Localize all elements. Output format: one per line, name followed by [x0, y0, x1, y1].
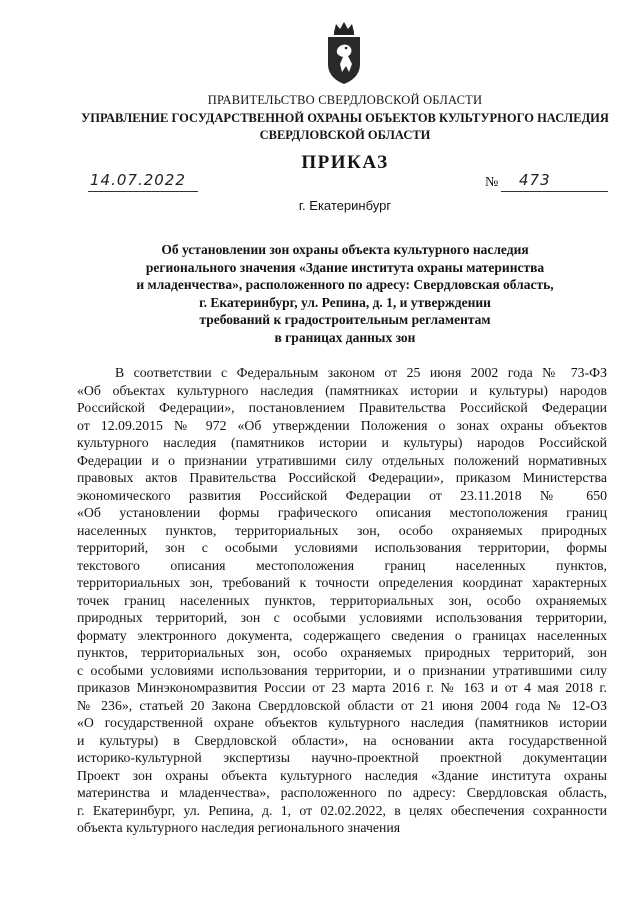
body-line: «О государственной охране объектов культурного наследия (памятников истории: [77, 715, 607, 730]
subject-line: и младенчества», расположенного по адресу: Свердловская область,: [136, 277, 554, 292]
subject-line: г. Екатеринбург, ул. Репина, д. 1, и утверждении: [199, 294, 491, 310]
handwritten-date: 14.07.2022: [90, 171, 186, 189]
body-line: с особыми условиями использования территории, и о признании утратившими силу: [77, 662, 607, 678]
body-line: «Об объектах культурного наследия (памятниках истории и культуры) народов: [77, 382, 607, 398]
document-type-title: ПРИКАЗ: [301, 152, 389, 173]
body-line: от 12.09.2015 № 972 «Об утверждении Положения о зонах охраны объектов: [77, 417, 607, 433]
body-line: приказов Минэкономразвития России от 23 марта 2016 г. № 163 и от 4 мая 2018 г.: [77, 680, 607, 695]
coat-of-arms-icon: [322, 20, 366, 86]
body-line: Федерации и о признании утратившими силу отдельных положений нормативных: [77, 452, 607, 468]
body-line: материнства и младенчества», расположенного по адресу: Свердловская область,: [77, 785, 607, 800]
body-line: культурного наследия (памятников истории и культуры) народов Российской: [77, 435, 607, 450]
body-paragraph: [77, 364, 607, 837]
body-line: населенных пунктов, территориальных зон, особо охраняемых природных: [77, 522, 607, 538]
body-line: правовых актов Правительства Российской Федерации», приказом Министерства: [77, 470, 607, 485]
body-line: «Об установлении формы графического описания местоположения границ: [77, 505, 607, 520]
body-line: текстового описания местоположения границ населенных пунктов,: [77, 557, 607, 573]
subject-line: регионального значения «Здание института охраны материнства: [145, 259, 545, 275]
department-name: [80, 110, 610, 144]
handwritten-number: 473: [519, 171, 551, 189]
order-subject: [70, 241, 620, 346]
department-line: СВЕРДЛОВСКОЙ ОБЛАСТИ: [259, 128, 431, 142]
body-line: историко-культурной экспертизы научно-проектной проектной документации: [77, 750, 607, 765]
body-line: В соответствии с Федеральным законом от 25 июня 2002 года № 73-ФЗ: [115, 365, 607, 380]
date-field: [88, 171, 198, 192]
body-line: Проект зон охраны объекта культурного наследия «Здание института охраны: [77, 767, 607, 783]
body-line: № 236», статьей 20 Закона Свердловской области от 21 июня 2004 года № 12-ОЗ: [77, 697, 607, 713]
body-line: и культуры) в Свердловской области», на основании акта государственной: [77, 732, 607, 748]
government-name: ПРАВИТЕЛЬСТВО СВЕРДЛОВСКОЙ ОБЛАСТИ: [207, 93, 483, 107]
body-line: точек границ населенных пунктов, территориальных зон, особо охраняемых: [77, 592, 607, 608]
body-line: объекта культурного наследия регионального значения: [77, 820, 401, 835]
body-line: Российской Федерации», постановлением Правительства Российской Федерации: [77, 400, 607, 415]
number-label: №: [485, 175, 499, 190]
subject-line: требований к градостроительным регламентам: [199, 312, 491, 327]
body-line: природных территорий, зон с особыми условиями использования территории,: [77, 610, 607, 625]
body-line: экономического развития Российской Федерации от 23.11.2018 № 650: [77, 487, 607, 503]
body-line: г. Екатеринбург, ул. Репина, д. 1, от 02.02.2022, в целях обеспечения сохранности: [77, 802, 607, 818]
subject-line: в границах данных зон: [274, 329, 416, 345]
body-line: территориальных зон, требований к точности определения координат характерных: [77, 575, 607, 590]
body-line: пунктов, территориальных зон, особо охраняемых природных территорий, зон: [77, 645, 607, 660]
body-line: формату электронного документа, содержащего сведения о границах населенных: [77, 627, 607, 643]
subject-line: Об установлении зон охраны объекта культурного наследия: [161, 242, 529, 257]
number-field: [501, 171, 608, 192]
city-name: г. Екатеринбург: [298, 198, 392, 213]
body-line: территорий, зон с особыми условиями использования территории, формы: [77, 540, 607, 555]
department-line: УПРАВЛЕНИЕ ГОСУДАРСТВЕННОЙ ОХРАНЫ ОБЪЕКТОВ КУЛЬТУРНОГО НАСЛЕДИЯ: [81, 111, 609, 125]
